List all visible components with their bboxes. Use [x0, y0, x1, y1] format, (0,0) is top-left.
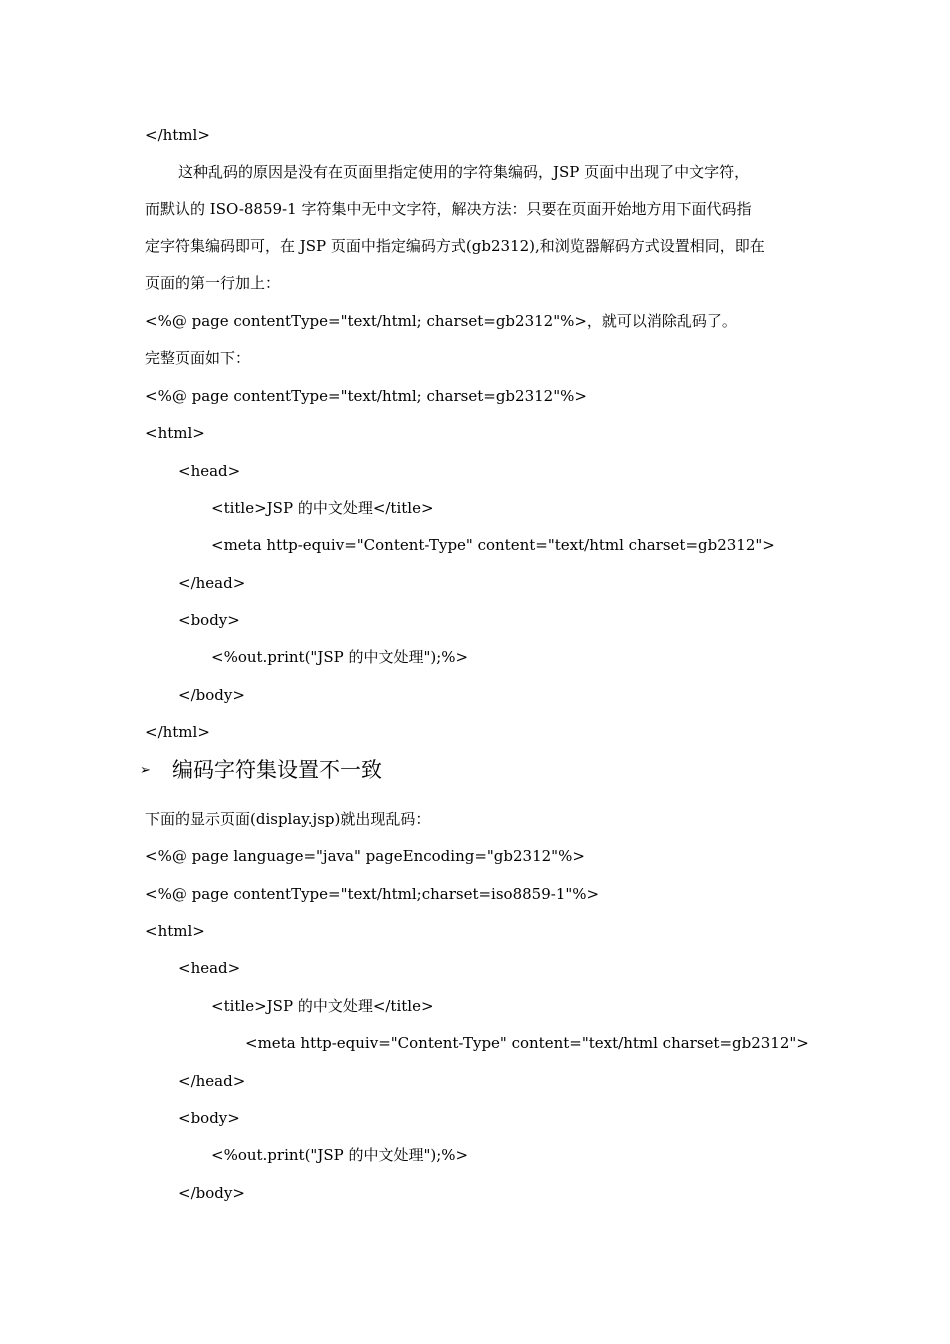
code-line: <%out.print("JSP 的中文处理");%> — [211, 1146, 469, 1164]
paragraph-line-3: 定字符集编码即可，在 JSP 页面中指定编码方式(gb2312),和浏览器解码方式设置相同，即在 — [145, 237, 765, 255]
code-line: <head> — [178, 462, 241, 480]
section-heading-text: 编码字符集设置不一致 — [172, 758, 382, 782]
code-line: <head> — [178, 959, 241, 977]
code-line: </head> — [178, 1072, 246, 1090]
code-line: <html> — [145, 922, 205, 940]
code-line: <title>JSP 的中文处理</title> — [211, 499, 434, 517]
full-page-label: 完整页面如下： — [145, 349, 251, 367]
code-line: </head> — [178, 574, 246, 592]
code-line: <title>JSP 的中文处理</title> — [211, 997, 434, 1015]
display-intro: 下面的显示页面(display.jsp)就出现乱码： — [145, 810, 431, 828]
code-line: <body> — [178, 1109, 240, 1127]
code-line: </body> — [178, 686, 245, 704]
paragraph-line-1: 这种乱码的原因是没有在页面里指定使用的字符集编码，JSP 页面中出现了中文字符， — [178, 163, 750, 181]
section-heading — [140, 756, 382, 784]
code-line: <meta http-equiv="Content-Type" content="text/html charset=gb2312"> — [245, 1034, 809, 1052]
paragraph-line-4: 页面的第一行加上： — [145, 274, 281, 292]
arrow-bullet-icon: ➢ — [140, 762, 151, 778]
code-line: <meta http-equiv="Content-Type" content="text/html charset=gb2312"> — [211, 536, 775, 554]
code-line-html-close: </html> — [145, 126, 210, 144]
code-line: </body> — [178, 1184, 245, 1202]
code-line: </html> — [145, 723, 210, 741]
code-line: <%@ page contentType="text/html;charset=iso8859-1"%> — [145, 885, 600, 903]
paragraph-line-2: 而默认的 ISO-8859-1 字符集中无中文字符，解决方法：只要在页面开始地方用下面代码指 — [145, 200, 752, 218]
code-line: <body> — [178, 611, 240, 629]
code-line: <html> — [145, 424, 205, 442]
code-line: <%@ page language="java" pageEncoding="gb2312"%> — [145, 847, 585, 865]
directive-line: <%@ page contentType="text/html; charset=gb2312"%>，就可以消除乱码了。 — [145, 312, 737, 330]
code-line: <%out.print("JSP 的中文处理");%> — [211, 648, 469, 666]
code-line: <%@ page contentType="text/html; charset=gb2312"%> — [145, 387, 587, 405]
